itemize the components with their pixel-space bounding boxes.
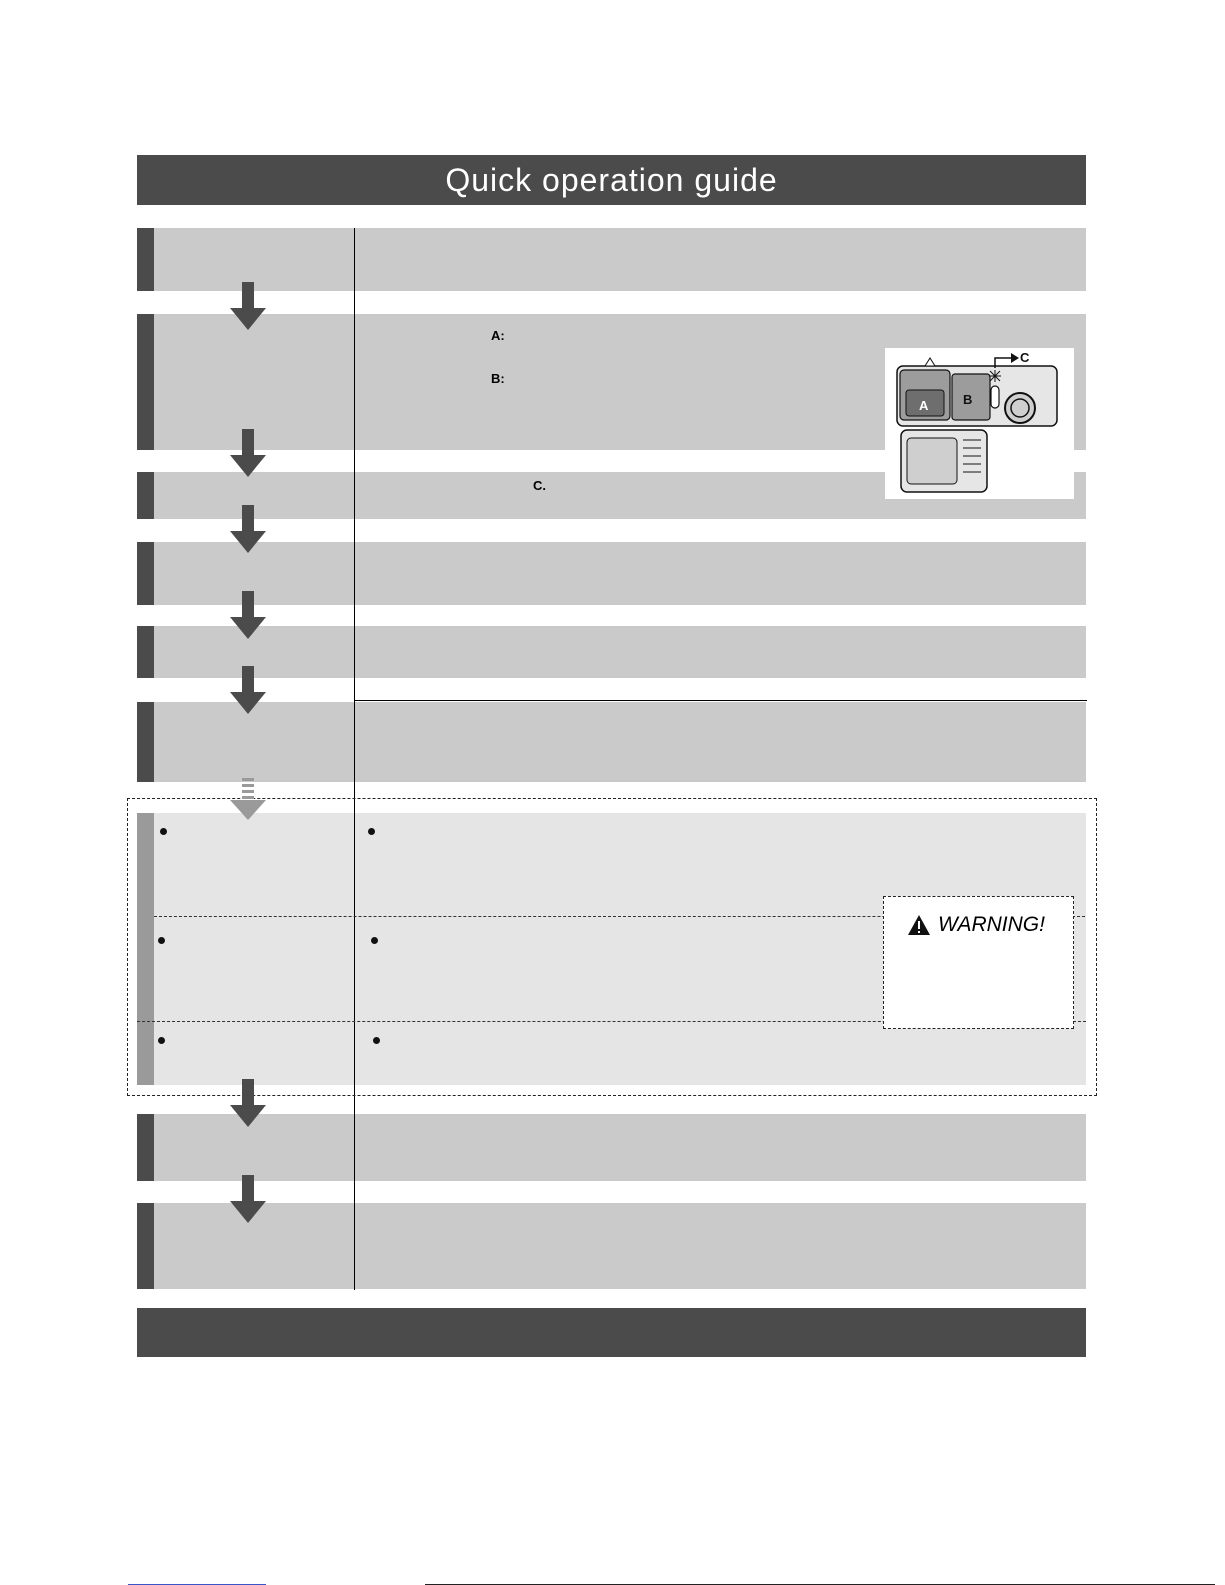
step-tab — [137, 1114, 154, 1181]
step-row — [137, 1114, 1086, 1181]
footer-bar — [137, 1308, 1086, 1357]
bullet — [368, 828, 375, 835]
step-tab — [137, 702, 154, 782]
page-title: Quick operation guide — [445, 161, 778, 198]
bullet — [158, 937, 165, 944]
warning-box — [883, 896, 1074, 1029]
row-divider — [354, 700, 1087, 701]
step-tab — [137, 314, 154, 450]
callout-b-label: B: — [491, 371, 505, 386]
step-row — [137, 542, 1086, 605]
bullet — [371, 937, 378, 944]
step-row — [137, 702, 1086, 782]
step-tab — [137, 472, 154, 519]
step-tab — [137, 1203, 154, 1289]
down-arrow-icon — [230, 591, 266, 639]
down-arrow-icon — [230, 1079, 266, 1127]
dashed-down-arrow-icon — [230, 776, 266, 824]
down-arrow-icon — [230, 1175, 266, 1223]
dispenser-label-a: A — [919, 398, 929, 413]
warning-triangle-icon — [908, 915, 930, 935]
callout-c-label: C. — [533, 478, 546, 493]
down-arrow-icon — [230, 282, 266, 330]
step-row — [137, 626, 1086, 678]
callout-a-label: A: — [491, 328, 505, 343]
warning-title: WARNING! — [938, 913, 1045, 936]
step-row — [137, 1203, 1086, 1289]
down-arrow-icon — [230, 429, 266, 477]
down-arrow-icon — [230, 666, 266, 714]
column-divider — [354, 228, 355, 1290]
title-bar — [137, 155, 1086, 205]
step-tab — [137, 228, 154, 291]
dispenser-illustration — [885, 348, 1074, 499]
down-arrow-icon — [230, 505, 266, 553]
step-tab — [137, 626, 154, 678]
detergent-dispenser-diagram — [885, 348, 1074, 499]
bullet — [373, 1037, 380, 1044]
dispenser-label-c: C — [1020, 350, 1030, 365]
step-row — [137, 228, 1086, 291]
bullet — [160, 828, 167, 835]
step-tab — [137, 542, 154, 605]
bullet — [158, 1037, 165, 1044]
dispenser-label-b: B — [963, 392, 973, 407]
